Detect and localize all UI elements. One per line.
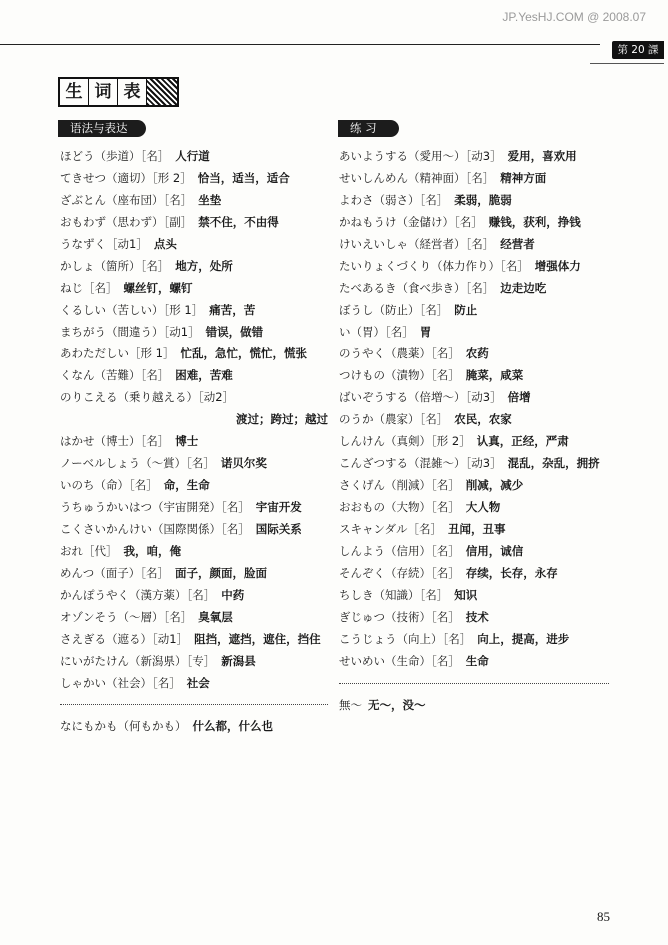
vocab-meaning: 混乱，杂乱，拥挤 — [507, 456, 600, 471]
vocab-meaning: 农民，农家 — [454, 412, 512, 427]
vocab-meaning: 削减，减少 — [465, 478, 524, 493]
vocab-meaning: 阻挡，遮挡，遮住，挡住 — [194, 631, 321, 646]
vocab-word: せいめい（生命）［名］ — [339, 653, 460, 668]
title-char: 生 — [60, 79, 89, 105]
title-char: 词 — [89, 79, 118, 105]
vocab-entry — [60, 651, 328, 673]
vocab-meaning: 边走边吃 — [500, 280, 547, 295]
vocab-word: つけもの（漬物）［名］ — [339, 368, 460, 383]
vocab-word: こんざつする（混雑～）［动3］ — [339, 456, 502, 471]
vocab-entry — [60, 387, 328, 409]
vocab-word: しんけん（真剣）［形 2］ — [339, 434, 471, 449]
vocab-word: こうじょう（向上）［名］ — [339, 631, 472, 646]
vocab-meaning: 存续，长存，永存 — [465, 565, 558, 580]
vocab-word: のうやく（農薬）［名］ — [339, 346, 460, 361]
vocab-meaning: 倍增 — [507, 390, 531, 405]
vocab-word: ノーベルしょう（～賞）［名］ — [60, 456, 215, 471]
vocab-entry — [339, 563, 609, 585]
vocab-word: ほどう（歩道）［名］ — [60, 149, 170, 163]
vocab-entry — [60, 365, 328, 387]
vocab-word: せいしんめん（精神面）［名］ — [339, 170, 495, 185]
vocab-entry — [60, 585, 328, 607]
vocab-entry — [339, 322, 609, 344]
header-thin-rule — [590, 63, 664, 64]
vocab-meaning: 恰当，适当，适合 — [197, 170, 290, 185]
vocab-meaning: 增强体力 — [534, 258, 581, 273]
vocab-meaning: 柔弱，脆弱 — [454, 192, 512, 207]
vocab-entry — [339, 256, 609, 278]
vocab-word: おもわず（思わず）［副］ — [60, 214, 193, 229]
vocab-entry — [339, 695, 609, 717]
vocab-entry — [60, 322, 328, 344]
vocab-entry — [60, 168, 328, 190]
vocab-meaning: 宇宙开发 — [255, 500, 302, 514]
vocab-entry — [339, 212, 609, 234]
vocab-meaning: 新潟县 — [221, 653, 256, 668]
vocab-meaning: 农药 — [465, 346, 489, 361]
vocab-entry — [339, 387, 609, 409]
vocab-meaning: 痛苦，苦 — [209, 302, 256, 317]
vocab-meaning: 忙乱，急忙，慌忙，慌张 — [180, 346, 307, 361]
vocab-entry — [339, 168, 609, 190]
vocab-word: かしょ（箇所）［名］ — [60, 258, 170, 273]
vocab-meaning: 爱用，喜欢用 — [507, 149, 577, 163]
vocab-entry — [339, 431, 609, 453]
dotted-divider — [60, 694, 328, 705]
vocab-meaning-continued: 渡过；跨过；越过 — [236, 412, 328, 427]
vocab-meaning: 诺贝尔奖 — [220, 456, 267, 471]
vocab-entry — [339, 409, 609, 431]
title-decoration — [147, 79, 177, 105]
vocabulary-title — [58, 77, 179, 107]
vocab-meaning: 无～，没～ — [368, 697, 426, 712]
vocab-word: かねもうけ（金儲け）［名］ — [339, 214, 483, 229]
vocab-word: まちがう（間違う）［动1］ — [60, 324, 200, 339]
vocab-entry — [60, 519, 328, 541]
vocab-meaning: 腌菜，咸菜 — [465, 368, 524, 383]
vocab-word: しゃかい（社会）［名］ — [60, 675, 181, 690]
vocab-entry — [339, 651, 609, 673]
vocab-entry — [339, 365, 609, 387]
vocab-word: てきせつ（適切）［形 2］ — [60, 170, 192, 185]
vocab-word: のうか（農家）［名］ — [339, 412, 449, 427]
page-number: 85 — [597, 909, 610, 924]
vocab-entry — [60, 497, 328, 519]
vocab-word: くなん（苦難）［名］ — [60, 368, 170, 383]
vocab-word: のりこえる（乗り越える）［动2］ — [60, 390, 235, 405]
lesson-tab: 第 20 課 — [612, 41, 664, 59]
vocab-meaning: 知识 — [454, 587, 478, 602]
vocab-word: さくげん（削減）［名］ — [339, 478, 460, 493]
vocab-entry — [60, 146, 328, 168]
vocab-entry — [339, 497, 609, 519]
vocab-word: しんよう（信用）［名］ — [339, 543, 460, 558]
watermark: JP.YesHJ.COM @ 2008.07 — [502, 10, 646, 24]
vocab-word: かんぽうやく（漢方薬）［名］ — [60, 587, 216, 602]
vocab-entry — [339, 453, 609, 475]
vocab-meaning: 防止 — [454, 302, 478, 317]
vocab-meaning: 社会 — [186, 675, 210, 690]
vocab-word: おおもの（大物）［名］ — [339, 500, 460, 514]
vocab-meaning: 错误，做错 — [205, 324, 264, 339]
vocab-entry — [339, 190, 609, 212]
vocab-meaning: 向上，提高，进步 — [477, 631, 570, 646]
vocab-meaning: 丑闻，丑事 — [448, 521, 506, 536]
vocab-entry — [60, 256, 328, 278]
vocab-entry — [60, 343, 328, 365]
vocab-meaning: 信用，诚信 — [465, 543, 524, 558]
title-char: 表 — [118, 79, 147, 105]
vocab-meaning: 禁不住，不由得 — [198, 214, 279, 229]
vocab-entry — [339, 519, 609, 541]
vocab-entry — [60, 300, 328, 322]
vocab-meaning: 坐垫 — [198, 192, 222, 207]
vocab-word: そんぞく（存続）［名］ — [339, 565, 460, 580]
vocab-word: ねじ［名］ — [60, 280, 118, 295]
vocab-word: おれ［代］ — [60, 543, 118, 558]
vocab-word: けいえいしゃ（経営者）［名］ — [339, 236, 495, 251]
vocab-entry — [60, 190, 328, 212]
vocab-word: こくさいかんけい（国際関係）［名］ — [60, 521, 250, 536]
vocab-word: うちゅうかいはつ（宇宙開発）［名］ — [60, 500, 250, 514]
vocab-word: い（胃）［名］ — [339, 324, 414, 339]
dotted-divider — [339, 673, 609, 684]
vocab-meaning: 中药 — [221, 587, 245, 602]
vocab-meaning: 生命 — [465, 653, 489, 668]
vocab-word: よわさ（弱さ）［名］ — [339, 192, 449, 207]
vocab-meaning: 什么都，什么也 — [192, 719, 273, 734]
vocab-meaning: 螺丝钉，螺钉 — [123, 280, 193, 295]
vocab-column-right — [339, 146, 609, 716]
vocab-entry — [60, 629, 328, 651]
vocab-entry — [60, 431, 328, 453]
vocab-meaning: 面子，颜面，脸面 — [175, 565, 268, 580]
vocab-entry — [60, 278, 328, 300]
header-rule — [0, 44, 600, 45]
vocab-meaning: 地方，处所 — [175, 258, 233, 273]
vocab-entry — [60, 453, 328, 475]
vocab-column-left — [60, 146, 328, 738]
vocab-meaning: 认真，正经，严肃 — [476, 434, 569, 449]
vocab-meaning: 命，生命 — [163, 478, 210, 493]
vocab-meaning: 点头 — [153, 236, 177, 251]
vocab-meaning: 人行道 — [175, 149, 210, 163]
vocab-entry — [60, 212, 328, 234]
vocab-word: なにもかも（何もかも） — [60, 719, 187, 734]
vocab-entry — [339, 234, 609, 256]
vocab-entry — [339, 607, 609, 629]
vocab-word: たいりょくづくり（体力作り）［名］ — [339, 258, 529, 273]
vocab-entry — [60, 563, 328, 585]
vocab-meaning: 国际关系 — [255, 521, 302, 536]
vocab-entry — [60, 716, 328, 738]
vocab-entry — [339, 629, 609, 651]
vocab-meaning: 赚钱，获利，挣钱 — [488, 214, 581, 229]
vocab-word: 無～ — [339, 697, 362, 712]
vocab-meaning: 经营者 — [500, 236, 535, 251]
vocab-word: ばいぞうする（倍増～）［动3］ — [339, 390, 502, 405]
vocab-word: くるしい（苦しい）［形 1］ — [60, 302, 204, 317]
section-label-grammar: 语法与表达 — [58, 120, 146, 137]
vocab-entry — [60, 541, 328, 563]
vocab-word: ちしき（知識）［名］ — [339, 587, 449, 602]
vocab-entry — [60, 234, 328, 256]
vocab-meaning: 臭氧层 — [198, 609, 233, 624]
vocab-entry — [339, 300, 609, 322]
vocab-entry — [60, 673, 328, 695]
vocab-word: オゾンそう（～層）［名］ — [60, 609, 193, 624]
vocab-meaning: 困难，苦难 — [175, 368, 233, 383]
vocab-entry — [339, 343, 609, 365]
vocab-word: にいがたけん（新潟県）［专］ — [60, 653, 216, 668]
vocab-meaning: 大人物 — [465, 500, 501, 514]
section-label-exercise: 练 习 — [338, 120, 399, 137]
vocab-word: ぼうし（防止）［名］ — [339, 302, 449, 317]
vocab-entry — [339, 146, 609, 168]
vocab-word: ぎじゅつ（技術）［名］ — [339, 609, 460, 624]
vocab-word: いのち（命）［名］ — [60, 478, 158, 493]
vocab-meaning: 胃 — [419, 324, 432, 339]
vocab-word: めんつ（面子）［名］ — [60, 565, 170, 580]
vocab-meaning: 技术 — [465, 609, 489, 624]
vocab-word: うなずく［动1］ — [60, 236, 148, 251]
vocab-entry — [339, 585, 609, 607]
vocab-entry — [60, 475, 328, 497]
vocab-entry — [339, 541, 609, 563]
vocab-meaning: 精神方面 — [500, 170, 547, 185]
vocab-entry — [339, 278, 609, 300]
vocab-word: あいようする（愛用～）［动3］ — [339, 149, 502, 163]
vocab-meaning: 博士 — [175, 434, 199, 449]
vocab-word: さえぎる（遮る）［动1］ — [60, 631, 189, 646]
vocab-entry — [60, 607, 328, 629]
vocab-word: ざぶとん（座布団）［名］ — [60, 192, 193, 207]
vocab-word: たべあるき（食べ歩き）［名］ — [339, 280, 495, 295]
vocab-entry — [339, 475, 609, 497]
vocab-word: あわただしい［形 1］ — [60, 346, 175, 361]
vocab-word: はかせ（博士）［名］ — [60, 434, 170, 449]
vocab-word: スキャンダル［名］ — [339, 521, 443, 536]
vocab-meaning: 我，咱，俺 — [123, 543, 181, 558]
